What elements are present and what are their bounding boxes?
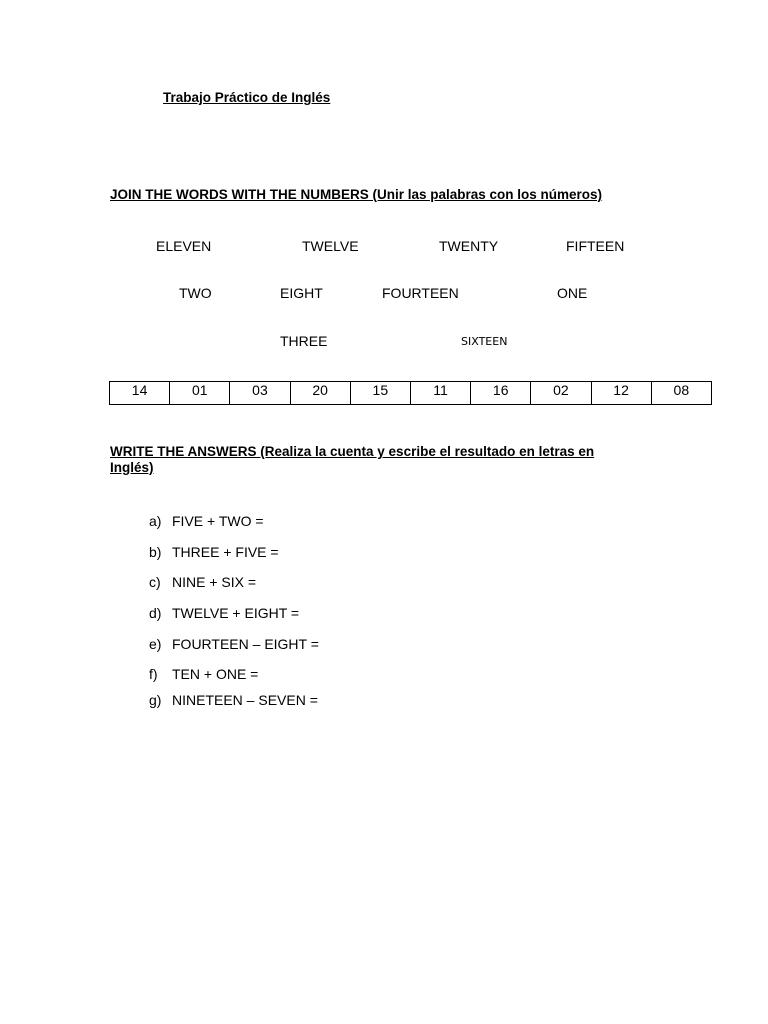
word-item: SIXTEEN [461, 335, 508, 348]
number-cell: 02 [531, 382, 591, 405]
section-heading-join: JOIN THE WORDS WITH THE NUMBERS (Unir las palabras con los números) [110, 187, 603, 202]
question-label: a) [149, 513, 162, 529]
number-cell: 16 [471, 382, 531, 405]
question-text: FOURTEEN – EIGHT = [172, 636, 319, 652]
question-text: FIVE + TWO = [172, 513, 264, 529]
question-label: g) [149, 692, 162, 708]
question-text: NINE + SIX = [172, 574, 257, 590]
word-item: EIGHT [280, 285, 323, 301]
word-item: ELEVEN [156, 238, 212, 254]
number-cell: 08 [651, 382, 711, 405]
number-cell: 12 [591, 382, 651, 405]
word-item: FIFTEEN [566, 238, 625, 254]
question-label: b) [149, 544, 162, 560]
number-cell: 14 [110, 382, 170, 405]
word-item: TWO [179, 285, 212, 301]
question-text: TEN + ONE = [172, 666, 259, 682]
word-item: ONE [557, 285, 588, 301]
number-cell: 01 [170, 382, 230, 405]
numbers-table [109, 381, 712, 405]
page-title: Trabajo Práctico de Inglés [163, 90, 331, 105]
number-cell: 03 [230, 382, 290, 405]
question-text: NINETEEN – SEVEN = [172, 692, 318, 708]
question-label: d) [149, 605, 162, 621]
question-label: c) [149, 574, 161, 590]
table-row [110, 382, 712, 405]
number-cell: 11 [410, 382, 470, 405]
word-item: TWELVE [302, 238, 359, 254]
word-item: FOURTEEN [382, 285, 459, 301]
question-label: e) [149, 636, 162, 652]
question-label: f) [149, 666, 158, 682]
number-cell: 15 [350, 382, 410, 405]
section-heading-answers: WRITE THE ANSWERS (Realiza la cuenta y escribe el resultado en letras en Inglés) [110, 444, 595, 475]
question-text: THREE + FIVE = [172, 544, 279, 560]
number-cell: 20 [290, 382, 350, 405]
word-item: THREE [280, 333, 328, 349]
question-text: TWELVE + EIGHT = [172, 605, 300, 621]
word-item: TWENTY [439, 238, 499, 254]
